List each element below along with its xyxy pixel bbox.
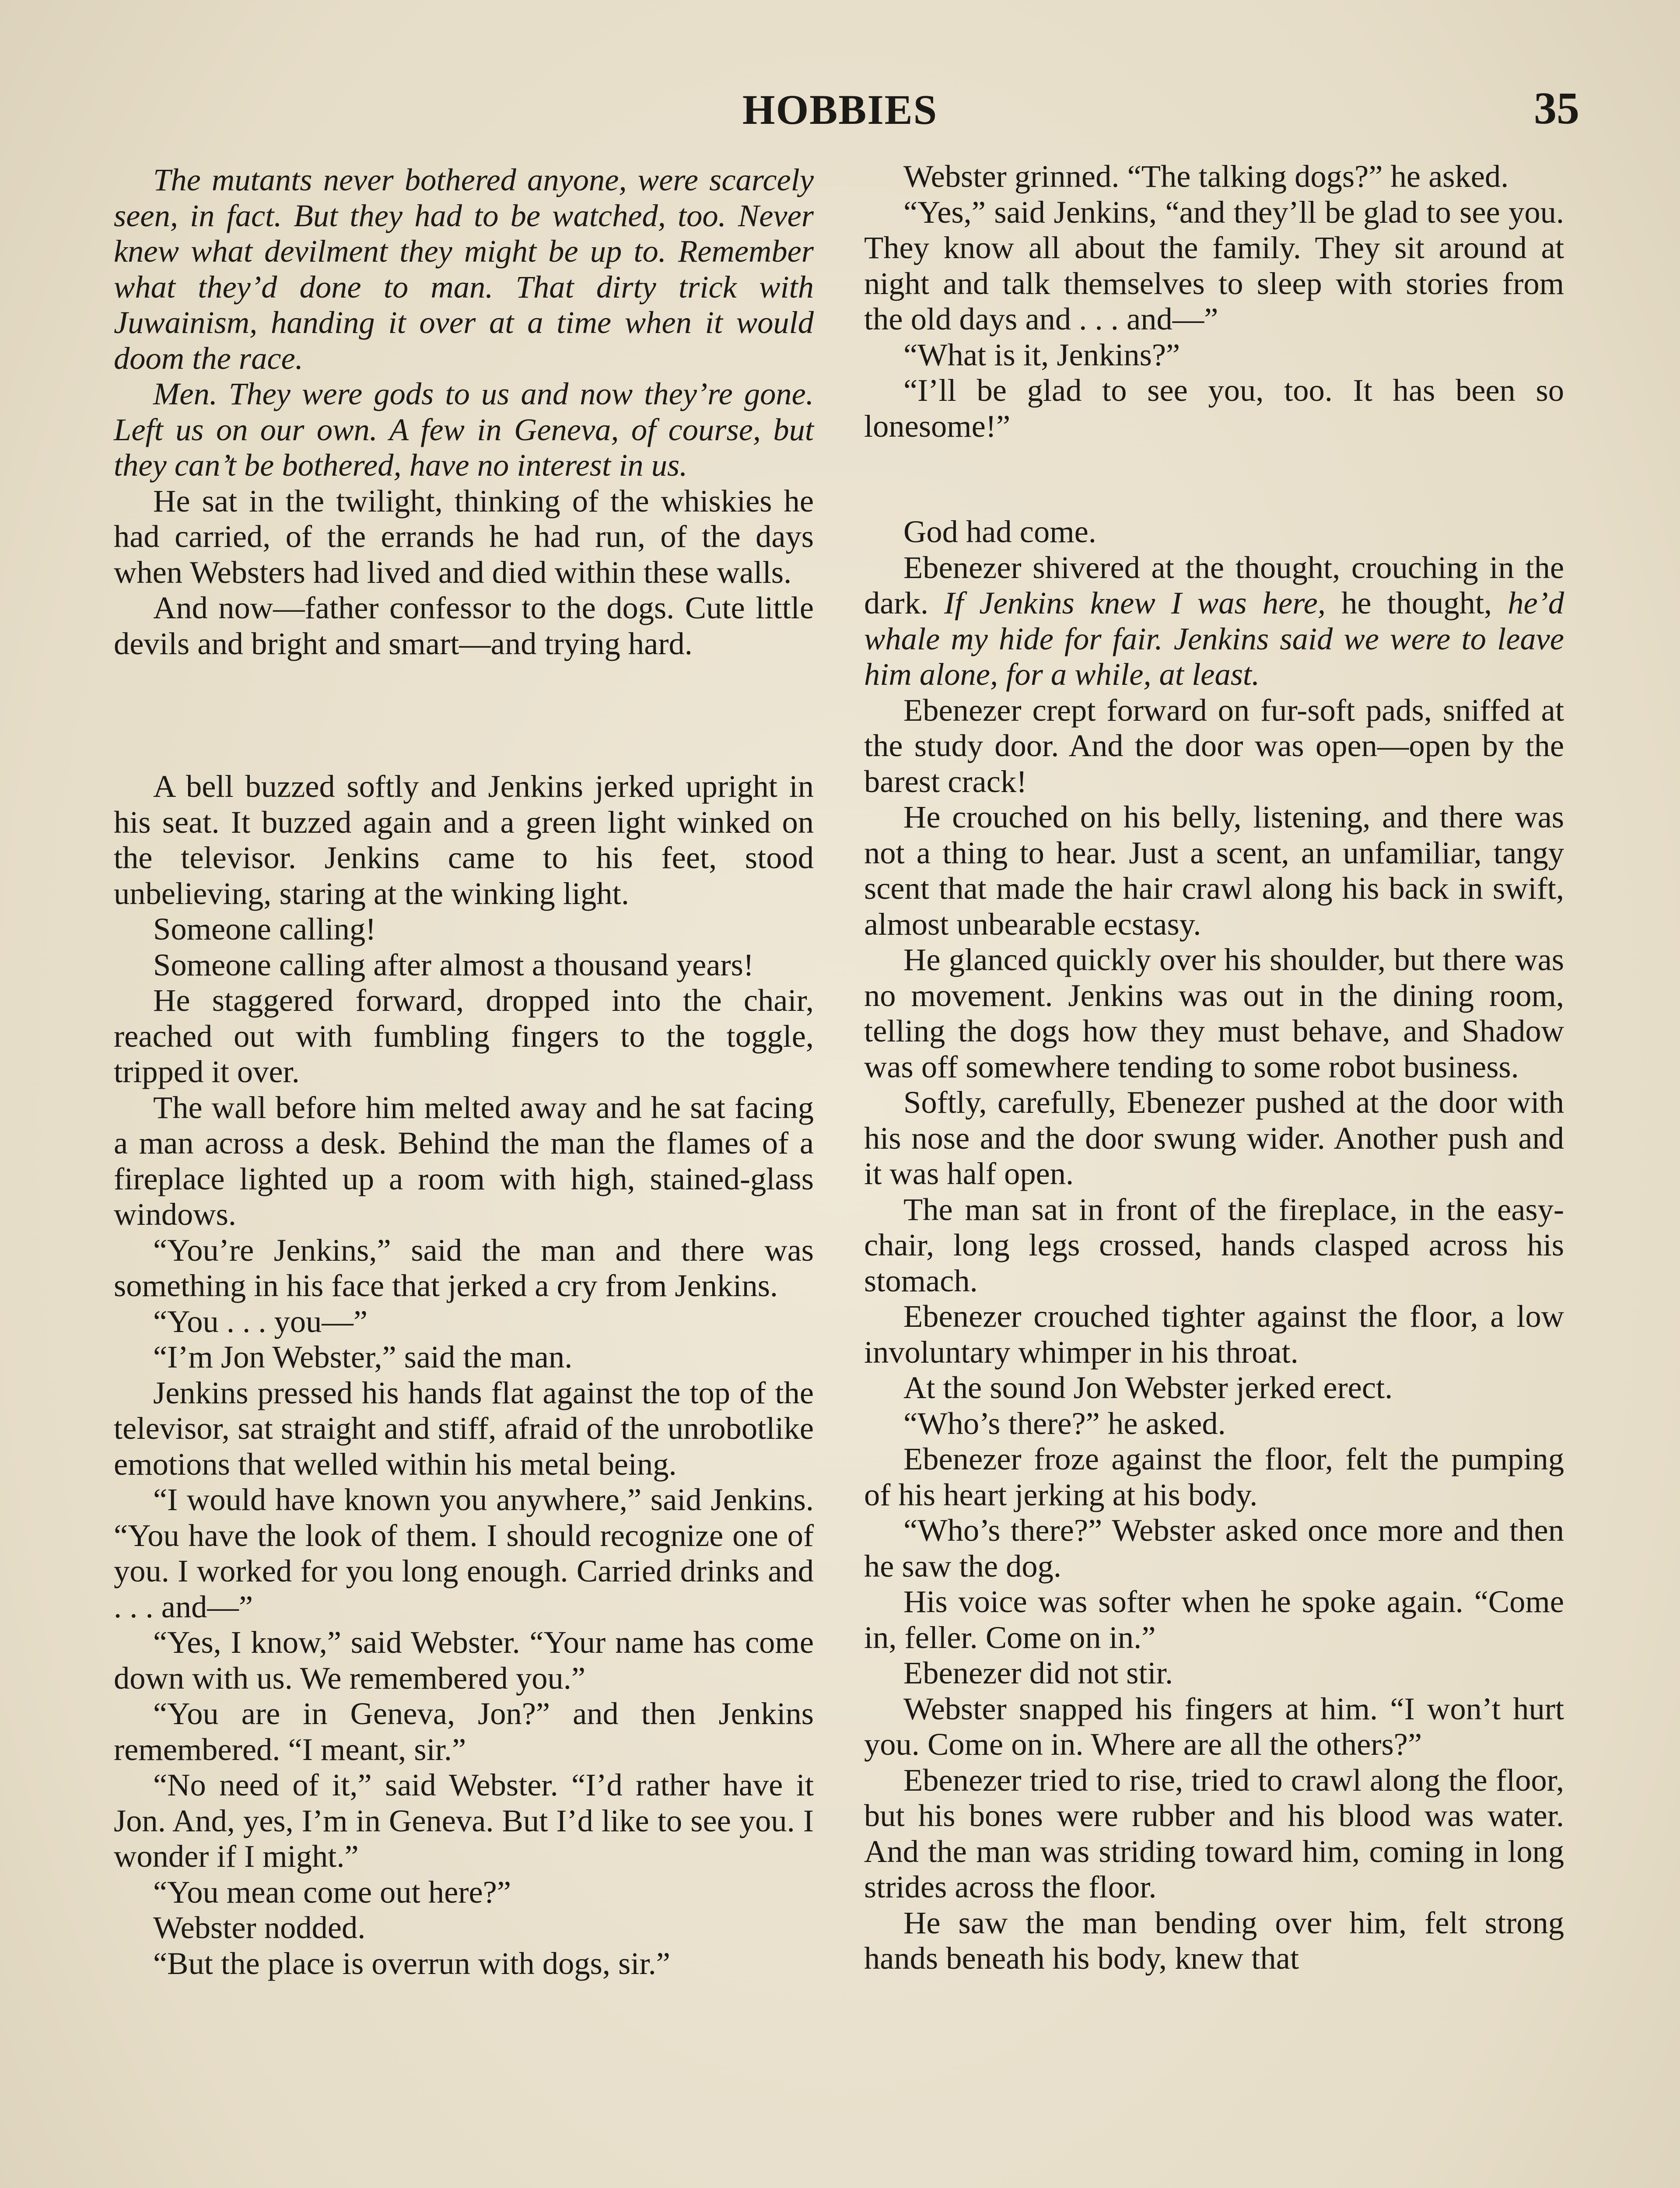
paragraph: “Yes, I know,” said Webster. “Your name has come down with us. We remembered you.” [114,1624,814,1696]
paragraph: Ebenezer froze against the floor, felt the pumping of his heart jerking at his body. [864,1441,1564,1512]
paragraph: “You’re Jenkins,” said the man and there was something in his face that jerked a cry from Jenkins. [114,1232,814,1303]
paragraph: Webster snapped his fingers at him. “I won’t hurt you. Come on in. Where are all the others?” [864,1690,1564,1762]
paragraph: He saw the man bending over him, felt strong hands beneath his body, knew that [864,1904,1564,1976]
paragraph: He staggered forward, dropped into the chair, reached out with fumbling fingers to the toggle, tripped it over. [114,982,814,1089]
paragraph: “Who’s there?” he asked. [903,1405,1226,1441]
paragraph: Jenkins pressed his hands flat against the top of the televisor, sat straight and stiff, afraid of the unrobotlike emotions that welled within his metal being. [114,1375,814,1482]
paragraph: “I’ll be glad to see you, too. It has been so lonesome!” [864,372,1564,444]
paragraph: The man sat in front of the fireplace, in the easy-chair, long legs crossed, hands clasped across his stomach. [864,1191,1564,1298]
paragraph: Men. They were gods to us and now they’re gone. Left us on our own. A few in Geneva, of course, but they can’t be bothered, have no interest in us. [114,376,814,483]
paragraph: God had come. [903,514,1096,549]
paragraph: The mutants never bothered anyone, were scarcely seen, in fact. But they had to be watched, too. Never knew what devilment they might be up to. Remember what they’d done to man. That dirty trick with Juwainism, handing it over at a time when it would doom the race. [114,162,814,376]
paragraph: “You mean come out here?” [153,1874,511,1910]
left-column [114,162,814,1981]
text-run: Ebenezer shivered at the thought, crouching in the dark. [864,549,1564,621]
paragraph: He glanced quickly over his shoulder, but there was no movement. Jenkins was out in the dining room, telling the dogs how they must behave, and Shadow was off somewhere tending to some robot business. [864,942,1564,1084]
text-run: he thought, [1341,585,1492,621]
section-break [864,444,1564,514]
paragraph: “You are in Geneva, Jon?” and then Jenkins remembered. “I meant, sir.” [114,1696,814,1767]
paragraph [864,550,1564,692]
paragraph: Ebenezer did not stir. [903,1655,1173,1690]
paragraph: He sat in the twilight, thinking of the whiskies he had carried, of the errands he had run, of the days when Websters had lived and died within these walls. [114,483,814,590]
paragraph: Webster nodded. [153,1910,366,1945]
section-break [114,661,814,768]
paragraph: The wall before him melted away and he sat facing a man across a desk. Behind the man the flames of a fireplace lighted up a room with high, stained-glass windows. [114,1089,814,1232]
paragraph: “What is it, Jenkins?” [903,337,1180,372]
paragraph: “You . . . you—” [153,1303,368,1339]
paragraph: He crouched on his belly, listening, and there was not a thing to hear. Just a scent, an unfamiliar, tangy scent that made the hair crawl along his back in swift, almost unbearable ecstasy. [864,799,1564,942]
paragraph: “I’m Jon Webster,” said the man. [153,1339,573,1375]
paragraph: Ebenezer crouched tighter against the floor, a low involuntary whimper in his throat. [864,1298,1564,1370]
paragraph: “I would have known you anywhere,” said Jenkins. “You have the look of them. I should recognize one of you. I worked for you long enough. Carried drinks and . . . and—” [114,1482,814,1624]
paragraph: “Who’s there?” Webster asked once more and then he saw the dog. [864,1512,1564,1584]
paragraph: At the sound Jon Webster jerked erect. [903,1370,1393,1405]
running-header: HOBBIES [742,86,938,133]
right-column [864,158,1564,1976]
italic-run: he’d whale my hide for fair. Jenkins said we were to leave him alone, for a while, at least. [864,585,1564,692]
paragraph: Ebenezer crept forward on fur-soft pads, sniffed at the study door. And the door was open—open by the barest crack! [864,692,1564,799]
paragraph: “No need of it,” said Webster. “I’d rather have it Jon. And, yes, I’m in Geneva. But I’d like to see you. I wonder if I might.” [114,1767,814,1874]
paragraph: Softly, carefully, Ebenezer pushed at the door with his nose and the door swung wider. Another push and it was half open. [864,1084,1564,1191]
page-number: 35 [1534,83,1579,133]
paragraph: “But the place is overrun with dogs, sir.” [153,1945,670,1981]
paragraph: Someone calling! [153,911,376,947]
paragraph: Ebenezer tried to rise, tried to crawl along the floor, but his bones were rubber and his blood was water. And the man was striding toward him, coming in long strides across the floor. [864,1762,1564,1904]
paragraph: And now—father confessor to the dogs. Cute little devils and bright and smart—and trying hard. [114,590,814,661]
paragraph: A bell buzzed softly and Jenkins jerked upright in his seat. It buzzed again and a green light winked on the televisor. Jenkins came to his feet, stood unbelieving, staring at the winking light. [114,768,814,911]
paragraph: Webster grinned. “The talking dogs?” he asked. [903,158,1509,194]
paragraph: “Yes,” said Jenkins, “and they’ll be glad to see you. They know all about the family. They sit around at night and talk themselves to sleep with stories from the old days and . . . and—” [864,194,1564,337]
paragraph: Someone calling after almost a thousand years! [153,947,754,982]
italic-run: If Jenkins knew I was here, [944,585,1326,621]
paragraph: His voice was softer when he spoke again. “Come in, feller. Come on in.” [864,1584,1564,1655]
